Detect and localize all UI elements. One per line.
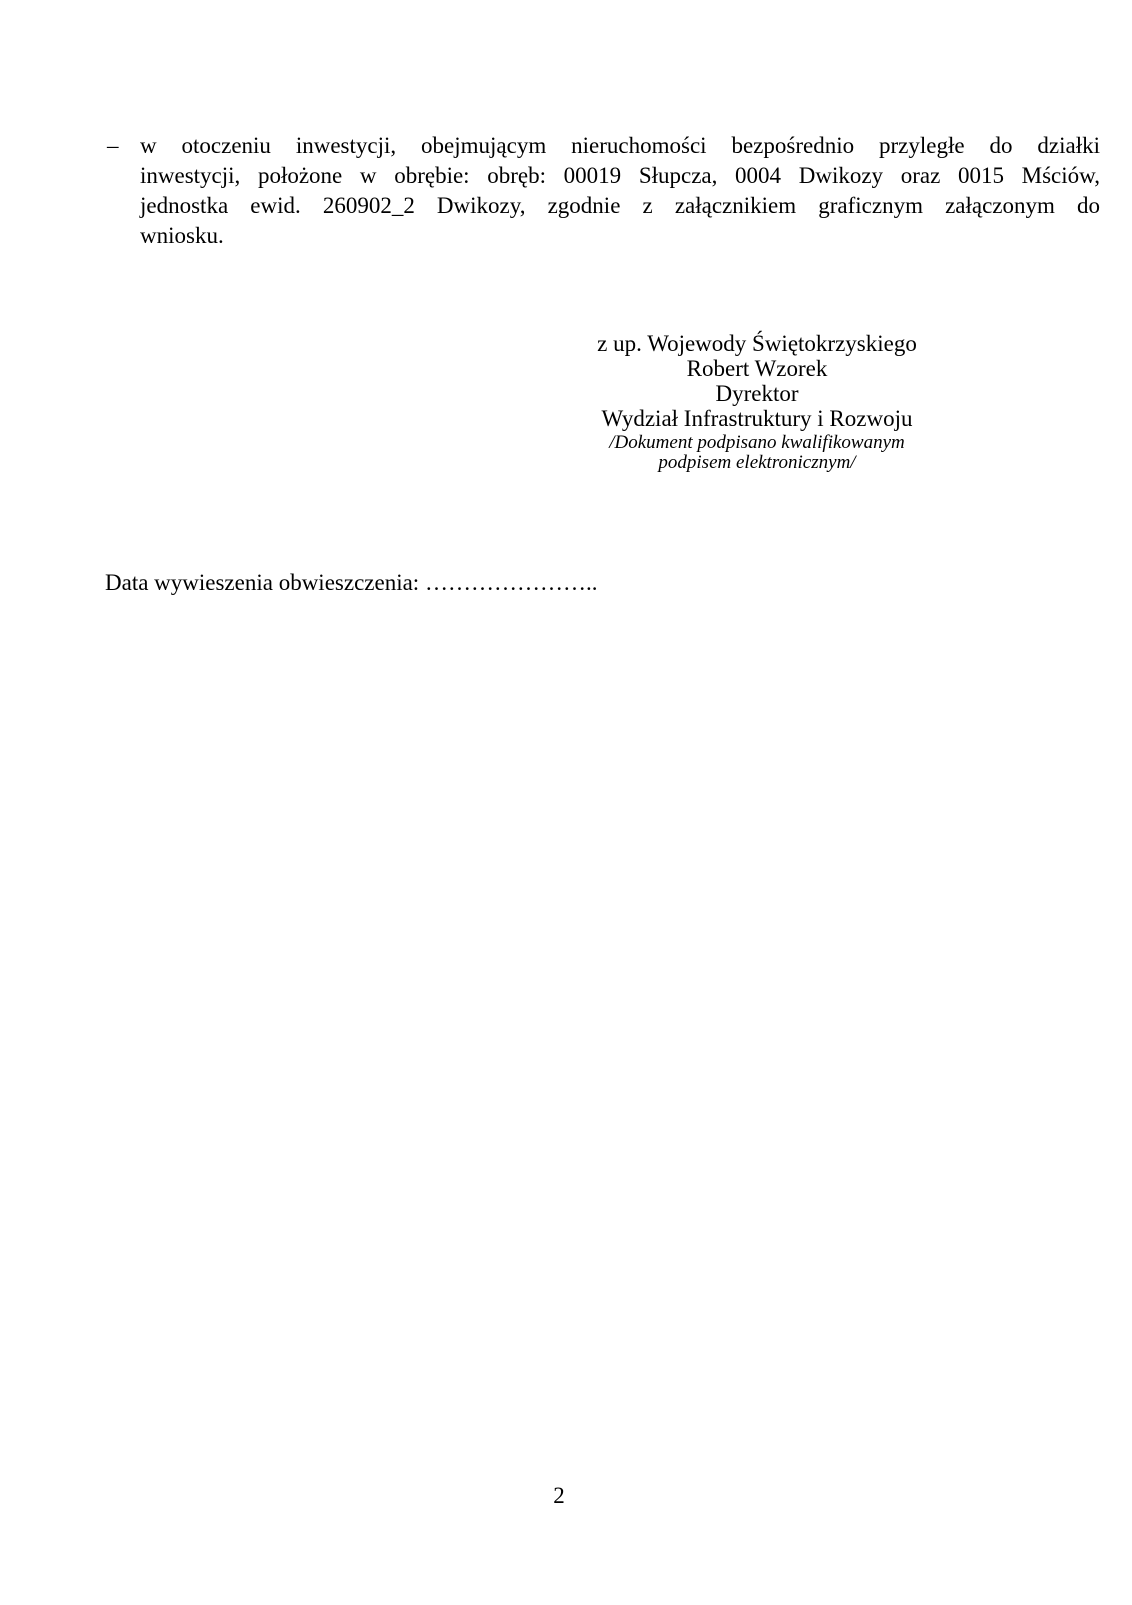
- posting-date-label: Data wywieszenia obwieszczenia:: [105, 570, 420, 595]
- posting-date-blank: …………………..: [424, 570, 598, 595]
- paragraph-line-1: w otoczeniu inwestycji, obejmującym nieruchomości bezpośrednio przyległe do działki: [140, 133, 1100, 158]
- esignature-note-line-1: /Dokument podpisano kwalifikowanym: [609, 432, 905, 453]
- esignature-note: [507, 433, 1007, 473]
- signature-block: [507, 331, 1007, 473]
- posting-date-line: [105, 568, 597, 598]
- paragraph-text: [140, 131, 1100, 251]
- paragraph-line-4: wniosku.: [140, 223, 224, 248]
- page-number: 2: [553, 1483, 565, 1508]
- signature-name: Robert Wzorek: [686, 356, 828, 381]
- signature-department: Wydział Infrastruktury i Rozwoju: [601, 406, 913, 431]
- signature-authorization: z up. Wojewody Świętokrzyskiego: [597, 331, 917, 356]
- list-dash-marker: –: [107, 133, 119, 158]
- body-paragraph: [107, 131, 1100, 251]
- paragraph-line-3: jednostka ewid. 260902_2 Dwikozy, zgodnie z załącznikiem graficznym załączonym do: [140, 193, 1100, 218]
- signature-title: Dyrektor: [715, 381, 799, 406]
- esignature-note-line-2: podpisem elektronicznym/: [658, 452, 856, 473]
- paragraph-line-2: inwestycji, położone w obrębie: obręb: 00019 Słupcza, 0004 Dwikozy oraz 0015 Mściów,: [140, 163, 1100, 188]
